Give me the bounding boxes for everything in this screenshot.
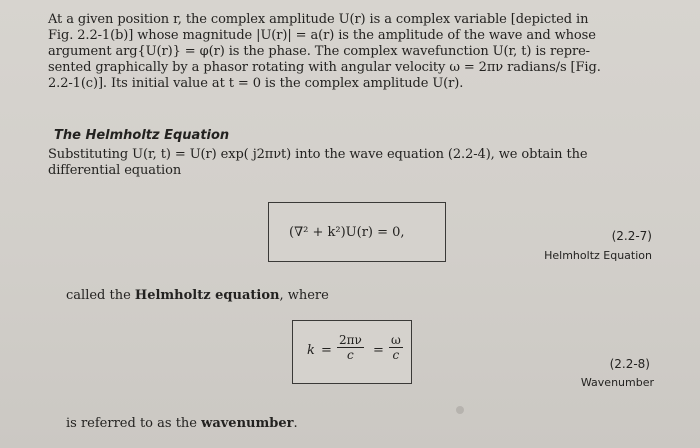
- equation-lhs: k: [307, 343, 315, 358]
- equation-number: (2.2-8): [609, 357, 650, 371]
- fraction-numerator: 2πν: [339, 333, 362, 347]
- paragraph-complex-amplitude: [48, 12, 668, 92]
- text-run: , where: [279, 288, 329, 303]
- paragraph-substitution: [48, 147, 668, 179]
- text-line: differential equation: [48, 163, 182, 178]
- fraction-denominator: c: [392, 348, 400, 362]
- fraction-2piv-over-c: [337, 333, 364, 362]
- helmholtz-formula: (∇² + k²)U(r) = 0,: [289, 225, 405, 240]
- page-speck: [456, 406, 464, 414]
- fraction-numerator: ω: [391, 333, 401, 347]
- text-line: argument arg{U(r)} = φ(r) is the phase. The complex wavefunction U(r, t) is repre-: [48, 44, 590, 59]
- equation-number: (2.2-7): [611, 229, 652, 243]
- equals-sign: =: [373, 343, 384, 358]
- text-run: .: [293, 416, 298, 431]
- section-heading: The Helmholtz Equation: [54, 128, 230, 143]
- fraction-omega-over-c: [389, 333, 403, 362]
- equation-caption: Helmholtz Equation: [544, 249, 652, 262]
- text-line: sented graphically by a phasor rotating with angular velocity ω = 2πν radians/s [Fig.: [48, 60, 601, 75]
- called-text: [66, 288, 329, 303]
- bold-term: wavenumber: [201, 416, 294, 431]
- text-line: 2.2-1(c)]. Its initial value at t = 0 is the complex amplitude U(r).: [48, 76, 464, 91]
- wavenumber-equation-box: [292, 320, 412, 384]
- helmholtz-equation-box: [268, 202, 446, 262]
- text-run: is referred to as the: [66, 416, 202, 431]
- text-line: Substituting U(r, t) = U(r) exp( j2πνt) into the wave equation (2.2-4), we obtain the: [48, 147, 588, 162]
- wavenumber-text: [66, 416, 298, 431]
- bold-term: Helmholtz equation: [134, 288, 280, 303]
- fraction-denominator: c: [347, 348, 354, 362]
- text-line: At a given position r, the complex amplitude U(r) is a complex variable [depicted in: [48, 12, 589, 27]
- equals-sign: =: [321, 343, 332, 358]
- text-run: called the: [66, 288, 135, 303]
- equation-caption: Wavenumber: [580, 376, 654, 389]
- text-line: Fig. 2.2-1(b)] whose magnitude |U(r)| = a(r) is the amplitude of the wave and whose: [48, 28, 596, 43]
